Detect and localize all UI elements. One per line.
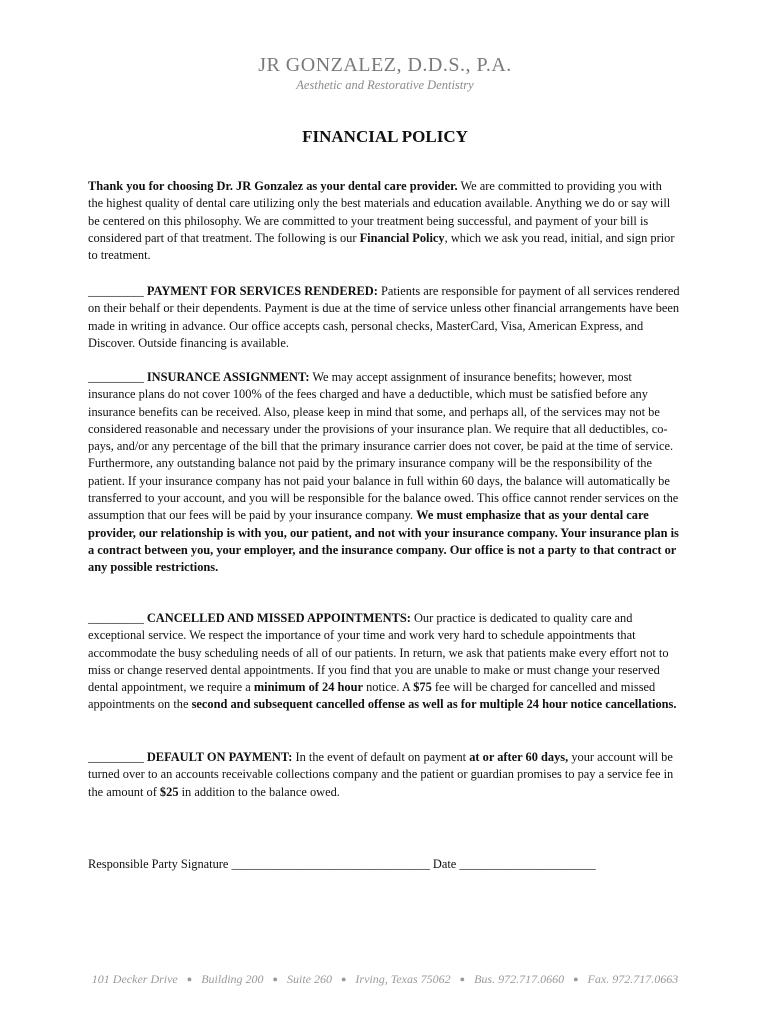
signature-line [88,856,688,873]
footer-address: 101 Decker Drive [91,972,178,986]
cancelled-text-2: notice. A [362,680,414,695]
cancelled-bold-1: minimum of 24 hour [253,680,363,695]
bullet-separator-icon: ● [186,974,193,984]
firm-tagline: Aesthetic and Restorative Dentistry [296,78,474,92]
payment-section [88,283,680,352]
bullet-separator-icon: ● [573,974,579,984]
default-bold-2: $25 [159,784,179,799]
intro-paragraph [88,178,680,264]
document-title: FINANCIAL POLICY [302,127,468,146]
date-blank: ______________________ [456,857,596,871]
cancelled-text-3: fee will be charged for cancelled and missed appointments on the [88,680,656,712]
intro-text-2: , which we ask you read, initial, and sign prior to treatment. [88,230,675,263]
payment-heading: PAYMENT FOR SERVICES RENDERED: [143,284,378,298]
date-label: Date [432,857,457,871]
cancelled-text-1: Our practice is dedicated to quality care and exceptional service. We respect the importance of your time and work very hard to schedule appointments that accommodate the busy scheduling needs of all of our patients. In return, we ask that patients make every effort not to miss or change reserved dental appointments. If you find that you are unable to make or must change your reserved dental appointment, we require a [88,611,669,695]
footer-city: Irving, Texas 75062 [355,972,451,986]
default-section [88,749,680,801]
signature-label: Responsible Party Signature [88,857,229,871]
cancelled-heading: CANCELLED AND MISSED APPOINTMENTS: [143,611,411,625]
default-bold-1: at or after 60 days, [469,750,569,764]
intro-text-1: We are committed to providing you with the highest quality of dental care utilizing only the best materials and education available. Anything we do or say will be centered on this philosophy. We are committed to your treatment being successful, and payment of your bill is considered part of that treatment. The following is our [88,179,671,245]
insurance-section [88,369,680,577]
payment-text: Patients are responsible for payment of all services rendered on their behalf or their dependents. Payment is due at the time of service unless other financial arrangements have been made in writing in advance. Our office accepts cash, personal checks, MasterCard, Visa, American Express, and Discover. Outside financing is available. [88,284,680,350]
intro-policy: Financial Policy [359,230,445,245]
intro-lead: Thank you for choosing Dr. JR Gonzalez as your dental care provider. [88,179,458,193]
default-heading: DEFAULT ON PAYMENT: [143,750,293,764]
footer-suite: Suite 260 [286,972,332,986]
cancelled-bold-3: second and subsequent cancelled offense as well as for multiple 24 hour notice cancellations. [191,697,677,712]
insurance-text: We may accept assignment of insurance benefits; however, most insurance plans do not cover 100% of the fees charged and have a deductible, which must be satisfied before any insurance benefits can be received. Also, please keep in mind that some, and perhaps all, of the services may not be considered reasonable and necessary under the provisions of your insurance plan. We require that all deductibles, co-pays, and/or any percentage of the bill that the primary insurance carrier does not cover, be paid at the time of service. Furthermore, any outstanding balance not paid by the primary insurance company will be the responsibility of the patient. If your insurance company has not paid your balance in full within 60 days, the balance will automatically be transferred to your account, and you will be responsible for the balance owed. This office cannot render services on the assumption that our fees will be paid by your insurance company. [88,370,679,523]
default-initial-blank: _________ [88,750,144,764]
footer-fax: Fax. 972.717.0663 [587,972,679,986]
footer-building: Building 200 [201,972,264,986]
default-text-3: in addition to the balance owed. [178,784,340,799]
signature-blank: ________________________________ [228,857,433,871]
cancelled-bold-2: $75 [413,680,432,695]
bullet-separator-icon: ● [272,974,278,984]
cancelled-initial-blank: _________ [88,611,144,625]
bullet-separator-icon: ● [459,974,466,984]
insurance-emphasis: We must emphasize that as your dental care provider, our relationship is with you, our patient, and not with your insurance company. Your insurance plan is a contract between you, your employer, and the insurance company. Our office is not a party to that contract or any possible restrictions. [88,508,679,575]
bullet-separator-icon: ● [340,974,347,984]
footer-phone: Bus. 972.717.0660 [474,972,565,986]
letterhead [0,53,770,93]
footer [0,971,770,987]
default-text-1: In the event of default on payment [292,750,470,764]
cancelled-section [88,610,680,714]
default-text-2: your account will be turned over to an accounts receivable collections company and the patient or guardian promises to pay a service fee in the amount of [88,750,674,799]
insurance-heading: INSURANCE ASSIGNMENT: [143,370,310,384]
firm-name: JR GONZALEZ, D.D.S., P.A. [258,54,512,76]
insurance-initial-blank: _________ [88,370,144,384]
payment-initial-blank: _________ [88,284,144,298]
